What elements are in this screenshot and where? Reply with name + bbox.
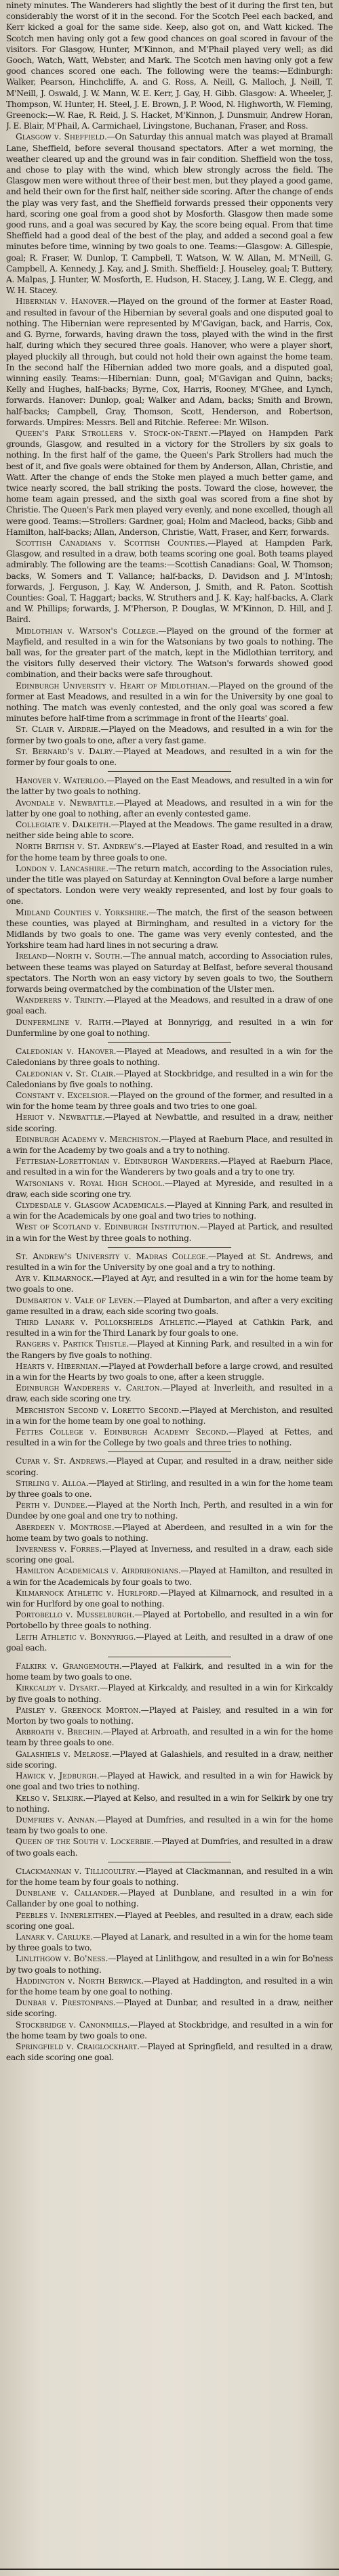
heading-separator: .— — [163, 1200, 175, 1210]
match-text: Played at St. Andrews, and resulted in a win for the University by one goal and a try to nothing. — [6, 1251, 333, 1272]
heading-separator: .— — [155, 626, 167, 636]
heading-separator: .— — [151, 1837, 162, 1847]
match-text: Played at Kinning Park, and resulted in a win for the Rangers by five goals to nothing. — [6, 1339, 333, 1360]
match-heading: Watsonians v. Royal High School — [16, 1178, 163, 1188]
match-text: Played at Newbattle, and resulted in a draw, neither side scoring. — [6, 1112, 333, 1133]
match-text: Played on the ground of the former at Mayfield, and resulted in a win for the Watsonians by two goals to nothing. The ball was, for the greater part of the match, kept in the Midlothian territory, and the visitors fully deserved their victory. The Watson's forwards showed good combination, and their backs were safe throughout. — [6, 626, 333, 680]
match-text: Played at Falkirk, and resulted in a win for the home team by two goals to one. — [6, 1661, 333, 1682]
match-heading: Ayr v. Kilmarnock — [16, 1273, 92, 1284]
match-heading: Hawick v. Jedburgh — [16, 1771, 97, 1781]
match-heading: Perth v. Dundee — [16, 1500, 85, 1510]
article-column — [6, 0, 333, 2576]
match-report — [6, 2020, 333, 2041]
heading-separator: .— — [126, 1339, 138, 1349]
heading-separator: .— — [119, 1661, 130, 1672]
match-report — [6, 746, 333, 768]
heading-separator: .— — [85, 1500, 96, 1510]
heading-separator: .— — [107, 1090, 119, 1100]
match-heading: Edinburgh Wanderers v. Carlton — [16, 1383, 160, 1393]
heading-separator: .— — [104, 776, 115, 786]
match-heading: Linlithgow v. Bo'ness — [16, 1954, 106, 1964]
match-heading: Aberdeen v. Montrose — [16, 1522, 112, 1532]
heading-separator: .— — [197, 1222, 208, 1232]
match-heading: Caledonian v. St. Clair — [16, 1068, 113, 1078]
match-report — [6, 819, 333, 841]
match-text: Played at Partick, and resulted in a win for the West by three goals to nothing. — [6, 1222, 333, 1243]
match-text: Played at Ayr, and resulted in a win for the home team by two goals to one. — [6, 1273, 333, 1294]
heading-separator: .— — [127, 2020, 138, 2030]
heading-separator: .— — [141, 1975, 152, 1986]
match-text: Played at Kirkcaldy, and resulted in a win for Kirkcaldy by five goals to nothing. — [6, 1683, 333, 1704]
heading-separator: .— — [134, 1866, 146, 1876]
match-text: Played at Easter Road, and resulted in a win for the home team by three goals to one. — [6, 842, 333, 863]
match-report — [6, 538, 333, 626]
match-report — [6, 1836, 333, 1858]
match-heading: St. Bernard's v. Dalry — [16, 746, 113, 756]
match-report — [6, 1770, 333, 1792]
match-text: Played at Peebles, and resulted in a draw, each side scoring one goal. — [6, 1910, 333, 1931]
heading-separator: .— — [138, 1705, 149, 1715]
heading-separator: .— — [108, 820, 119, 830]
match-text: Played at Raeburn Place, and resulted in a win for the Academy by two goals and a try to nothing. — [6, 1134, 333, 1155]
match-heading: Kirkcaldy v. Dysart — [16, 1683, 98, 1693]
match-text: Played at Meadows, and resulted in a win for the Caledonians by three goals to nothing. — [6, 1047, 333, 1068]
heading-separator: .— — [85, 1478, 97, 1488]
match-text: Played at Dumfries, and resulted in a draw of two goals each. — [6, 1837, 333, 1858]
match-report — [6, 1814, 333, 1836]
heading-separator: .— — [111, 1522, 123, 1532]
match-text: Played at Raeburn Place, and resulted in a win for the Wanderers by two goals and a try to one try. — [6, 1156, 333, 1177]
heading-separator: .— — [113, 1068, 124, 1078]
match-report — [6, 1317, 333, 1338]
match-text: Played on the ground of the former, and resulted in a win for the home team by three goals and two tries to one goal. — [6, 1090, 333, 1112]
match-report — [6, 724, 333, 745]
match-heading: Clackmannan v. Tillicoultry — [16, 1866, 135, 1876]
match-text: Played at Inverleith, and resulted in a draw, each side scoring one try. — [6, 1383, 333, 1404]
match-heading: Midlothian v. Watson's College — [16, 626, 156, 636]
match-report — [6, 863, 333, 907]
match-report — [6, 1910, 333, 1931]
match-report — [6, 1793, 333, 1814]
match-report — [6, 1749, 333, 1770]
heading-separator: .— — [133, 1632, 144, 1642]
match-text: Played at Hamilton, and resulted in a win for the Academicals by four goals to two. — [6, 1566, 333, 1587]
match-report — [6, 1478, 333, 1500]
match-heading: Dumfries v. Annan — [16, 1814, 95, 1825]
match-heading: Merchiston Second v. Loretto Second — [16, 1405, 179, 1415]
heading-separator: .— — [113, 1998, 124, 2008]
match-text: Played at Kilmarnock, and resulted in a win for Hurlford by one goal to nothing. — [6, 1588, 333, 1609]
match-report — [6, 626, 333, 680]
match-heading: Avondale v. Newbattle — [16, 798, 114, 808]
match-report — [6, 1565, 333, 1587]
match-text: Played at the Meadows, and resulted in a draw of one goal each. — [6, 995, 333, 1016]
match-heading: Heriot v. Newbattle — [16, 1112, 103, 1122]
match-text: The return match, according to the Association rules, under the title was played on Saturday at Kennington Oval before a large number of spectators. London were very weakly represented, and lost by four goals to one. — [6, 863, 333, 907]
match-report — [6, 680, 333, 724]
match-report — [6, 1017, 333, 1039]
match-heading: Dunblane v. Callander — [16, 1888, 117, 1898]
match-heading: Dunfermline v. Raith — [16, 1017, 111, 1027]
heading-separator: .— — [205, 1251, 216, 1261]
match-report — [6, 798, 333, 819]
match-heading: Stirling v. Alloa — [16, 1478, 86, 1488]
match-text: Played at Dunbar, and resulted in a draw, neither side scoring. — [6, 1998, 333, 2019]
heading-separator: .— — [146, 907, 157, 917]
match-heading: London v. Lancashire — [16, 863, 106, 873]
match-report — [6, 1134, 333, 1156]
match-text: Played at Kelso, and resulted in a win for Selkirk by one try to nothing. — [6, 1793, 333, 1814]
match-heading: Ireland—North v. South — [16, 951, 121, 961]
heading-separator: .— — [195, 1317, 206, 1327]
heading-separator: .— — [103, 995, 115, 1005]
match-report — [6, 1632, 333, 1653]
match-heading: Clydesdale v. Glasgow Academicals — [16, 1200, 164, 1210]
match-report — [6, 1931, 333, 1953]
match-report — [6, 841, 333, 863]
match-heading: Hanover v. Waterloo — [16, 776, 104, 786]
match-report — [6, 0, 333, 131]
match-report — [6, 1544, 333, 1565]
match-heading: North British v. St. Andrew's — [16, 842, 142, 852]
match-text: Played at Clackmannan, and resulted in a win for the home team by four goals to nothing. — [6, 1866, 333, 1887]
match-report — [6, 1866, 333, 1887]
heading-separator: .— — [105, 1954, 117, 1964]
heading-separator: .— — [111, 1017, 122, 1027]
heading-separator: .— — [106, 297, 118, 307]
match-heading: Hibernian v. Hanover — [16, 297, 107, 307]
heading-separator: .— — [96, 1771, 108, 1781]
match-text: ninety minutes. The Wanderers had slightly the best of it during the first ten, but considerably the worst of it in the second. For the Scotch Peel each backed, and Kerr kicked a goal for the same side. Keep, also got on, and Watt kicked. The Scotch men having only got a few good chances on goal scored in favour of the visitors. For Glasgow, Hunter, M'Kinnon, and M'Phail played very well; as did Gooch, Watch, Watt, Webster, and Mark. The Scotch men having only got a few good chances scored one each. The following were the teams:—Edinburgh: Walker, Pearson, Hinchcliffe, A. and G. Ross, A. Neill, G. Malloch, J. Neill, T. M'Neill, J. Oswald, J. W. Mann, W. E. Kerr, J. Gay, H. Gibb. Glasgow: A. Wheeler, J. Thompson, W. Hunter, H. Steel, J. E. Brown, J. P. Wood, N. Highworth, W. Fleming, Greenock:—W. Rae, R. Reid, J. S. Hacket, M'Kinnon, J. Dunsmuir, Andrew Horan, J. E. Blair, M'Phail, A. Carmichael, Livingstone, Buchanan, Fraser, and Ross. — [6, 1, 333, 131]
match-text: Played on the East Meadows, and resulted in a win for the latter by two goals to nothing. — [6, 776, 333, 797]
match-heading: Caledonian v. Hanover — [16, 1047, 114, 1057]
match-heading: Edinburgh Academy v. Merchiston — [16, 1134, 159, 1144]
heading-separator: .— — [158, 1134, 170, 1144]
section-divider — [108, 771, 231, 772]
match-heading: Third Lanark v. Pollokshields Athletic — [16, 1317, 195, 1327]
match-heading: Portobello v. Musselburgh — [16, 1610, 132, 1620]
match-report — [6, 907, 333, 951]
match-heading: Collegiate v. Dalkeith — [16, 820, 109, 830]
match-heading: Kelso v. Selkirk — [16, 1793, 83, 1803]
heading-separator: .— — [98, 724, 109, 735]
match-heading: Paisley v. Greenock Morton — [16, 1705, 139, 1715]
heading-separator: .— — [162, 1178, 173, 1188]
match-report — [6, 775, 333, 797]
match-report — [6, 1338, 333, 1360]
match-heading: Cupar v. St. Andrews — [16, 1456, 106, 1466]
match-report — [6, 1221, 333, 1243]
match-report — [6, 1682, 333, 1704]
match-report — [6, 1068, 333, 1090]
match-text: Played at Aberdeen, and resulted in a win for the home team by two goals to nothing. — [6, 1522, 333, 1543]
match-report — [6, 1156, 333, 1177]
match-report — [6, 1273, 333, 1294]
match-heading: Rangers v. Partick Thistle — [16, 1339, 127, 1349]
match-heading: Edinburgh University v. Heart of Midlothian — [16, 680, 208, 691]
match-text: Played on the ground of the former at East Meadows, and resulted in a win for the University by one goal to nothing. The match was evenly contested, and the only goal was scored a few minutes before half-time from a scrimmage in front of the Hearts' goal. — [6, 680, 333, 724]
match-report — [6, 1975, 333, 1997]
heading-separator: .— — [91, 1273, 102, 1284]
match-text: Played at Arbroath, and resulted in a win for the home team by three goals to one. — [6, 1727, 333, 1748]
match-report — [6, 1887, 333, 1909]
match-heading: St. Clair v. Airdrie — [16, 724, 98, 735]
match-report — [6, 1295, 333, 1317]
heading-separator: .— — [83, 1793, 94, 1803]
heading-separator: .— — [120, 951, 131, 961]
match-report — [6, 1456, 333, 1477]
match-text: Played on the ground of the former at Easter Road, and resulted in favour of the Hibernian by several goals and one disputed goal to nothing. The Hibernian were represented by M'Gavigan, back, and Harris, Cox, and G. Byrne, forwards, having drawn the toss, played with the wind in the first half, during which they secured three goals. Hanover, who were a player short, played pluckily all through, but could not hold their own against the home team. In the second half the Hibernian added two more goals, and a disputed goal, winning easily. Teams:—Hibernian: Dunn, goal; M'Gavigan and Quinn, backs; Kelly and Hughes, half-backs; Byrne, Cox, Harris, Rooney, M'Ghee, and Lynch, forwards. Hanover: Dunlop, goal; Walker and Adam, backs; Smith and Brown, half-backs; Campbell, Gray, Thomson, Scott, Henderson, and Robertson, forwards. Umpires: Messrs. Bell and Ritchie. Referee: Mr. Wilson. — [6, 297, 333, 427]
heading-separator: .— — [207, 428, 219, 438]
match-report — [6, 1588, 333, 1609]
match-text: Played at the Meadows. The game resulted in a draw, neither side being able to score. — [6, 820, 333, 841]
heading-separator: .— — [217, 1156, 228, 1166]
heading-separator: .— — [113, 1047, 125, 1057]
match-text: Played at Portobello, and resulted in a win for Portobello by three goals to nothing. — [6, 1610, 333, 1631]
match-text: Played at Cathkin Park, and resulted in a win for the Third Lanark by four goals to one. — [6, 1317, 333, 1338]
match-text: Played at Kinning Park, and resulted in a win for the Academicals by one goal and two tries to nothing. — [6, 1200, 333, 1221]
heading-separator: .— — [157, 1588, 169, 1598]
match-heading: Haddington v. North Berwick — [16, 1975, 142, 1986]
match-report — [6, 1178, 333, 1200]
match-text: Played at Bonnyrigg, and resulted in a win for Dunfermline by one goal to nothing. — [6, 1017, 333, 1038]
heading-separator: .— — [226, 1427, 237, 1437]
match-heading: Leith Athletic v. Bonnyrigg — [16, 1632, 134, 1642]
match-heading: West of Scotland v. Edinburgh Institution — [16, 1222, 197, 1232]
match-text: Played at the North Inch, Perth, and resulted in a win for Dundee by one goal and one try to nothing. — [6, 1500, 333, 1521]
match-heading: Constant v. Excelsior — [16, 1090, 108, 1100]
match-report — [6, 1361, 333, 1382]
match-text: The match, the first of the season between these counties, was played at Birmingham, and resulted in a victory for the Midlands by two goals to one. The game was very evenly contested, and the Yorkshire team had hard lines in not securing a draw. — [6, 907, 333, 951]
heading-separator: .— — [132, 1610, 143, 1620]
heading-separator: .— — [114, 1910, 125, 1920]
heading-separator: .— — [99, 1544, 110, 1554]
match-heading: Galashiels v. Melrose — [16, 1749, 110, 1759]
match-report — [6, 1382, 333, 1404]
match-heading: Inverness v. Forres — [16, 1544, 100, 1554]
heading-separator: .— — [113, 746, 123, 756]
match-heading: Arbroath v. Brechin — [16, 1727, 101, 1737]
heading-separator: .— — [94, 1814, 106, 1825]
match-text: Played at Meadows, and resulted in a win for the former by four goals to one. — [6, 746, 333, 768]
match-heading: Fettesian-Lorettonian v. Edinburgh Wanderers — [16, 1156, 218, 1166]
match-heading: Springfield v. Craiglockhart — [16, 2041, 137, 2051]
heading-separator: .— — [104, 132, 115, 142]
heading-separator: .— — [178, 1405, 190, 1415]
match-heading: St. Andrew's University v. Madras College — [16, 1251, 206, 1261]
match-heading: Hamilton Academicals v. Airdrieonians — [16, 1566, 178, 1576]
heading-separator: .— — [159, 1383, 171, 1393]
match-report — [6, 1426, 333, 1448]
match-heading: Peebles v. Innerleithen — [16, 1910, 115, 1920]
match-heading: Glasgow v. Sheffield — [16, 132, 104, 142]
match-text: Played at Galashiels, and resulted in a draw, neither side scoring. — [6, 1749, 333, 1770]
match-text: The annual match, according to Association rules, between these teams was played on Saturday at Belfast, before several thousand spectators. The North won an easy victory by seven goals to two, the Southern forwards being overmatched by the combination of the Ulster men. — [6, 951, 333, 995]
match-text: Played at Haddington, and resulted in a win for the home team by one goal to nothing. — [6, 1975, 333, 1996]
match-report — [6, 951, 333, 995]
heading-separator: .— — [141, 842, 153, 852]
match-text: Played at Dumfries, and resulted in a win for the home team by two goals to one. — [6, 1814, 333, 1836]
match-text: Played at Powderhall before a large crowd, and resulted in a win for the Hearts by two goals to one, after a keen struggle. — [6, 1361, 333, 1382]
match-report — [6, 296, 333, 427]
match-report — [6, 1522, 333, 1544]
match-text: Played at Dunblane, and resulted in a win for Callander by one goal to nothing. — [6, 1888, 333, 1909]
heading-separator: .— — [97, 1683, 108, 1693]
match-heading: Queen of the South v. Lockerbie — [16, 1837, 151, 1847]
bottom-rule — [0, 2569, 339, 2570]
heading-separator: .— — [100, 1727, 111, 1737]
heading-separator: .— — [133, 1295, 144, 1305]
heading-separator: .— — [109, 1749, 120, 1759]
match-report — [6, 428, 333, 538]
match-text: Played at Merchiston, and resulted in a win for the home team by one goal to nothing. — [6, 1405, 333, 1426]
match-text: Played at Myreside, and resulted in a draw, each side scoring one try. — [6, 1178, 333, 1199]
heading-separator: .— — [90, 1931, 101, 1942]
match-text: On Saturday this annual match was played at Bramall Lane, Sheffield, before several thousand spectators. After a wet morning, the weather cleared up and the ground was in fair condition. Sheffield won the toss, and chose to play with the wind, which blew strongly across the field. The Glasgow men were without three of their best men, but they played a good game, and held their own for the first half, neither side scoring. After the change of ends the play was very fast, and the Sheffield forwards pressed their opponents very hard, scoring one goal from a good shot by Mosforth. Glasgow then made some good runs, and a goal was secured by Kay, the score being equal. From that time Sheffield had a good deal of the best of the play, and added a second goal a few minutes before time, winning by two goals to one. Teams:—Glasgow: A. Gillespie, goal; R. Fraser, W. Dunlop, T. Campbell, T. Watson, W. W. Allan, M. M'Neill, G. Campbell, A. Kennedy, J. Kay, and J. Smith. Sheffield: J. Houseley, goal; T. Buttery, A. Malpas, J. Hunter, W. Mosforth, E. Hudson, H. Stacey, J. Lang, W. E. Clegg, and W. H. Stacey. — [6, 132, 333, 296]
match-report — [6, 1661, 333, 1682]
match-text: Played at Springfield, and resulted in a draw, each side scoring one goal. — [6, 2041, 333, 2063]
heading-separator: .— — [106, 863, 117, 873]
match-report — [6, 131, 333, 296]
heading-separator: .— — [98, 1361, 109, 1371]
match-report — [6, 995, 333, 1016]
heading-separator: .— — [178, 1566, 189, 1576]
heading-separator: .— — [105, 1456, 117, 1466]
heading-separator: .— — [205, 538, 216, 548]
match-report — [6, 1090, 333, 1112]
match-heading: Wanderers v. Trinity — [16, 995, 104, 1005]
match-heading: Stockbridge v. Canonmills — [16, 2020, 127, 2030]
match-text: Played at Stockbridge, and resulted in a win for the Caledonians by five goals to nothing. — [6, 1068, 333, 1089]
match-text: Played at Hampden Park, Glasgow, and resulted in a draw, both teams scoring one goal. Both teams played admirably. The following are the teams:—Scottish Canadians: Goal, W. Thomson; backs, W. Somers and T. Vallance; half-backs, D. Davidson and J. M'Intosh; forwards, J. Ferguson, J. Kay, W. Anderson, J. Smith, and R. Paton. Scottish Counties: Goal, T. Haggart; backs, W. Struthers and J. K. Kay; half-backs, A. Clark and W. Phillips; forwards, J. M'Pherson, P. Douglas, W. M'Kinnon, D. Hill, and J. Baird. — [6, 538, 333, 625]
match-heading: Dumbarton v. Vale of Leven — [16, 1295, 134, 1305]
match-text: Played on Hampden Park grounds, Glasgow, and resulted in a victory for the Strollers by six goals to nothing. In the first half of the game, the Queen's Park Strollers had much the best of it, and five goals were obtained for them by Anderson, Allan, Christie, and Watt. After the change of ends the Stoke men played a much better game, and twice nearly scored, the ball striking the posts. Toward the close, however, the home team again pressed, and the sixth goal was scored from a fine shot by Christie. The Queen's Park men played very evenly, and none excelled, though all were good. Teams:—Strollers: Gardner, goal; Holm and Macleod, backs; Gibb and Hamilton, half-backs; Allan, Anderson, Christie, Watt, Fraser, and Kerr, forwards. — [6, 428, 333, 537]
match-report — [6, 1200, 333, 1221]
match-text: Played at Leith, and resulted in a draw of one goal each. — [6, 1632, 333, 1653]
match-report — [6, 1405, 333, 1426]
match-text: Played at Meadows, and resulted in a win for the latter by one goal to nothing, after an evenly contested game. — [6, 798, 333, 818]
match-report — [6, 1609, 333, 1631]
match-text: Played at Lanark, and resulted in a win for the home team by three goals to two. — [6, 1931, 333, 1953]
heading-separator: .— — [102, 1112, 113, 1122]
match-text: Played at Stirling, and resulted in a win for the home team by three goals to one. — [6, 1478, 333, 1500]
section-divider — [108, 1451, 231, 1452]
section-divider — [108, 1042, 231, 1043]
match-heading: Fettes College v. Edinburgh Academy Second — [16, 1427, 226, 1437]
match-report — [6, 1046, 333, 1068]
match-heading: Lanark v. Carluke — [16, 1931, 91, 1942]
match-text: Played at Hawick, and resulted in a win for Hawick by one goal and two tries to nothing. — [6, 1771, 333, 1792]
heading-separator: .— — [117, 1888, 128, 1898]
match-report — [6, 1726, 333, 1748]
match-text: Played at Dumbarton, and after a very exciting game resulted in a draw, each side scoring two goals. — [6, 1295, 333, 1316]
match-report — [6, 1953, 333, 1975]
match-text: Played at Linlithgow, and resulted in a win for Bo'ness by two goals to nothing. — [6, 1954, 333, 1975]
match-heading: Hearts v. Hibernian — [16, 1361, 98, 1371]
match-report — [6, 1997, 333, 2019]
match-text: Played at Fettes, and resulted in a win for the College by two goals and three tries to nothing. — [6, 1427, 333, 1448]
section-divider — [108, 1247, 231, 1248]
match-text: Played at Stockbridge, and resulted in a win for the home team by two goals to one. — [6, 2020, 333, 2040]
match-text: Played on the Meadows, and resulted in a win for the former by two goals to one, after a very fast game. — [6, 724, 333, 745]
match-heading: Queen's Park Strollers v. Stock-on-Trent — [16, 428, 208, 438]
heading-separator: .— — [207, 680, 218, 691]
match-text: Played at Paisley, and resulted in a win for Morton by two goals to nothing. — [6, 1705, 333, 1726]
match-report — [6, 1705, 333, 1726]
match-heading: Kilmarnock Athletic v. Hurlford — [16, 1588, 158, 1598]
match-heading: Falkirk v. Grangemouth — [16, 1661, 119, 1672]
heading-separator: .— — [137, 2041, 148, 2051]
match-report — [6, 2041, 333, 2063]
match-heading: Dunbar v. Prestonpans — [16, 1998, 114, 2008]
match-report — [6, 1500, 333, 1521]
match-report — [6, 1112, 333, 1133]
match-text: Played at Inverness, and resulted in a draw, each side scoring one goal. — [6, 1544, 333, 1565]
heading-separator: .— — [113, 798, 124, 808]
match-text: Played at Cupar, and resulted in a draw, neither side scoring. — [6, 1456, 333, 1477]
match-heading: Scottish Canadians v. Scottish Counties — [16, 538, 205, 548]
match-report — [6, 1251, 333, 1273]
match-heading: Midland Counties v. Yorkshire — [16, 907, 146, 917]
